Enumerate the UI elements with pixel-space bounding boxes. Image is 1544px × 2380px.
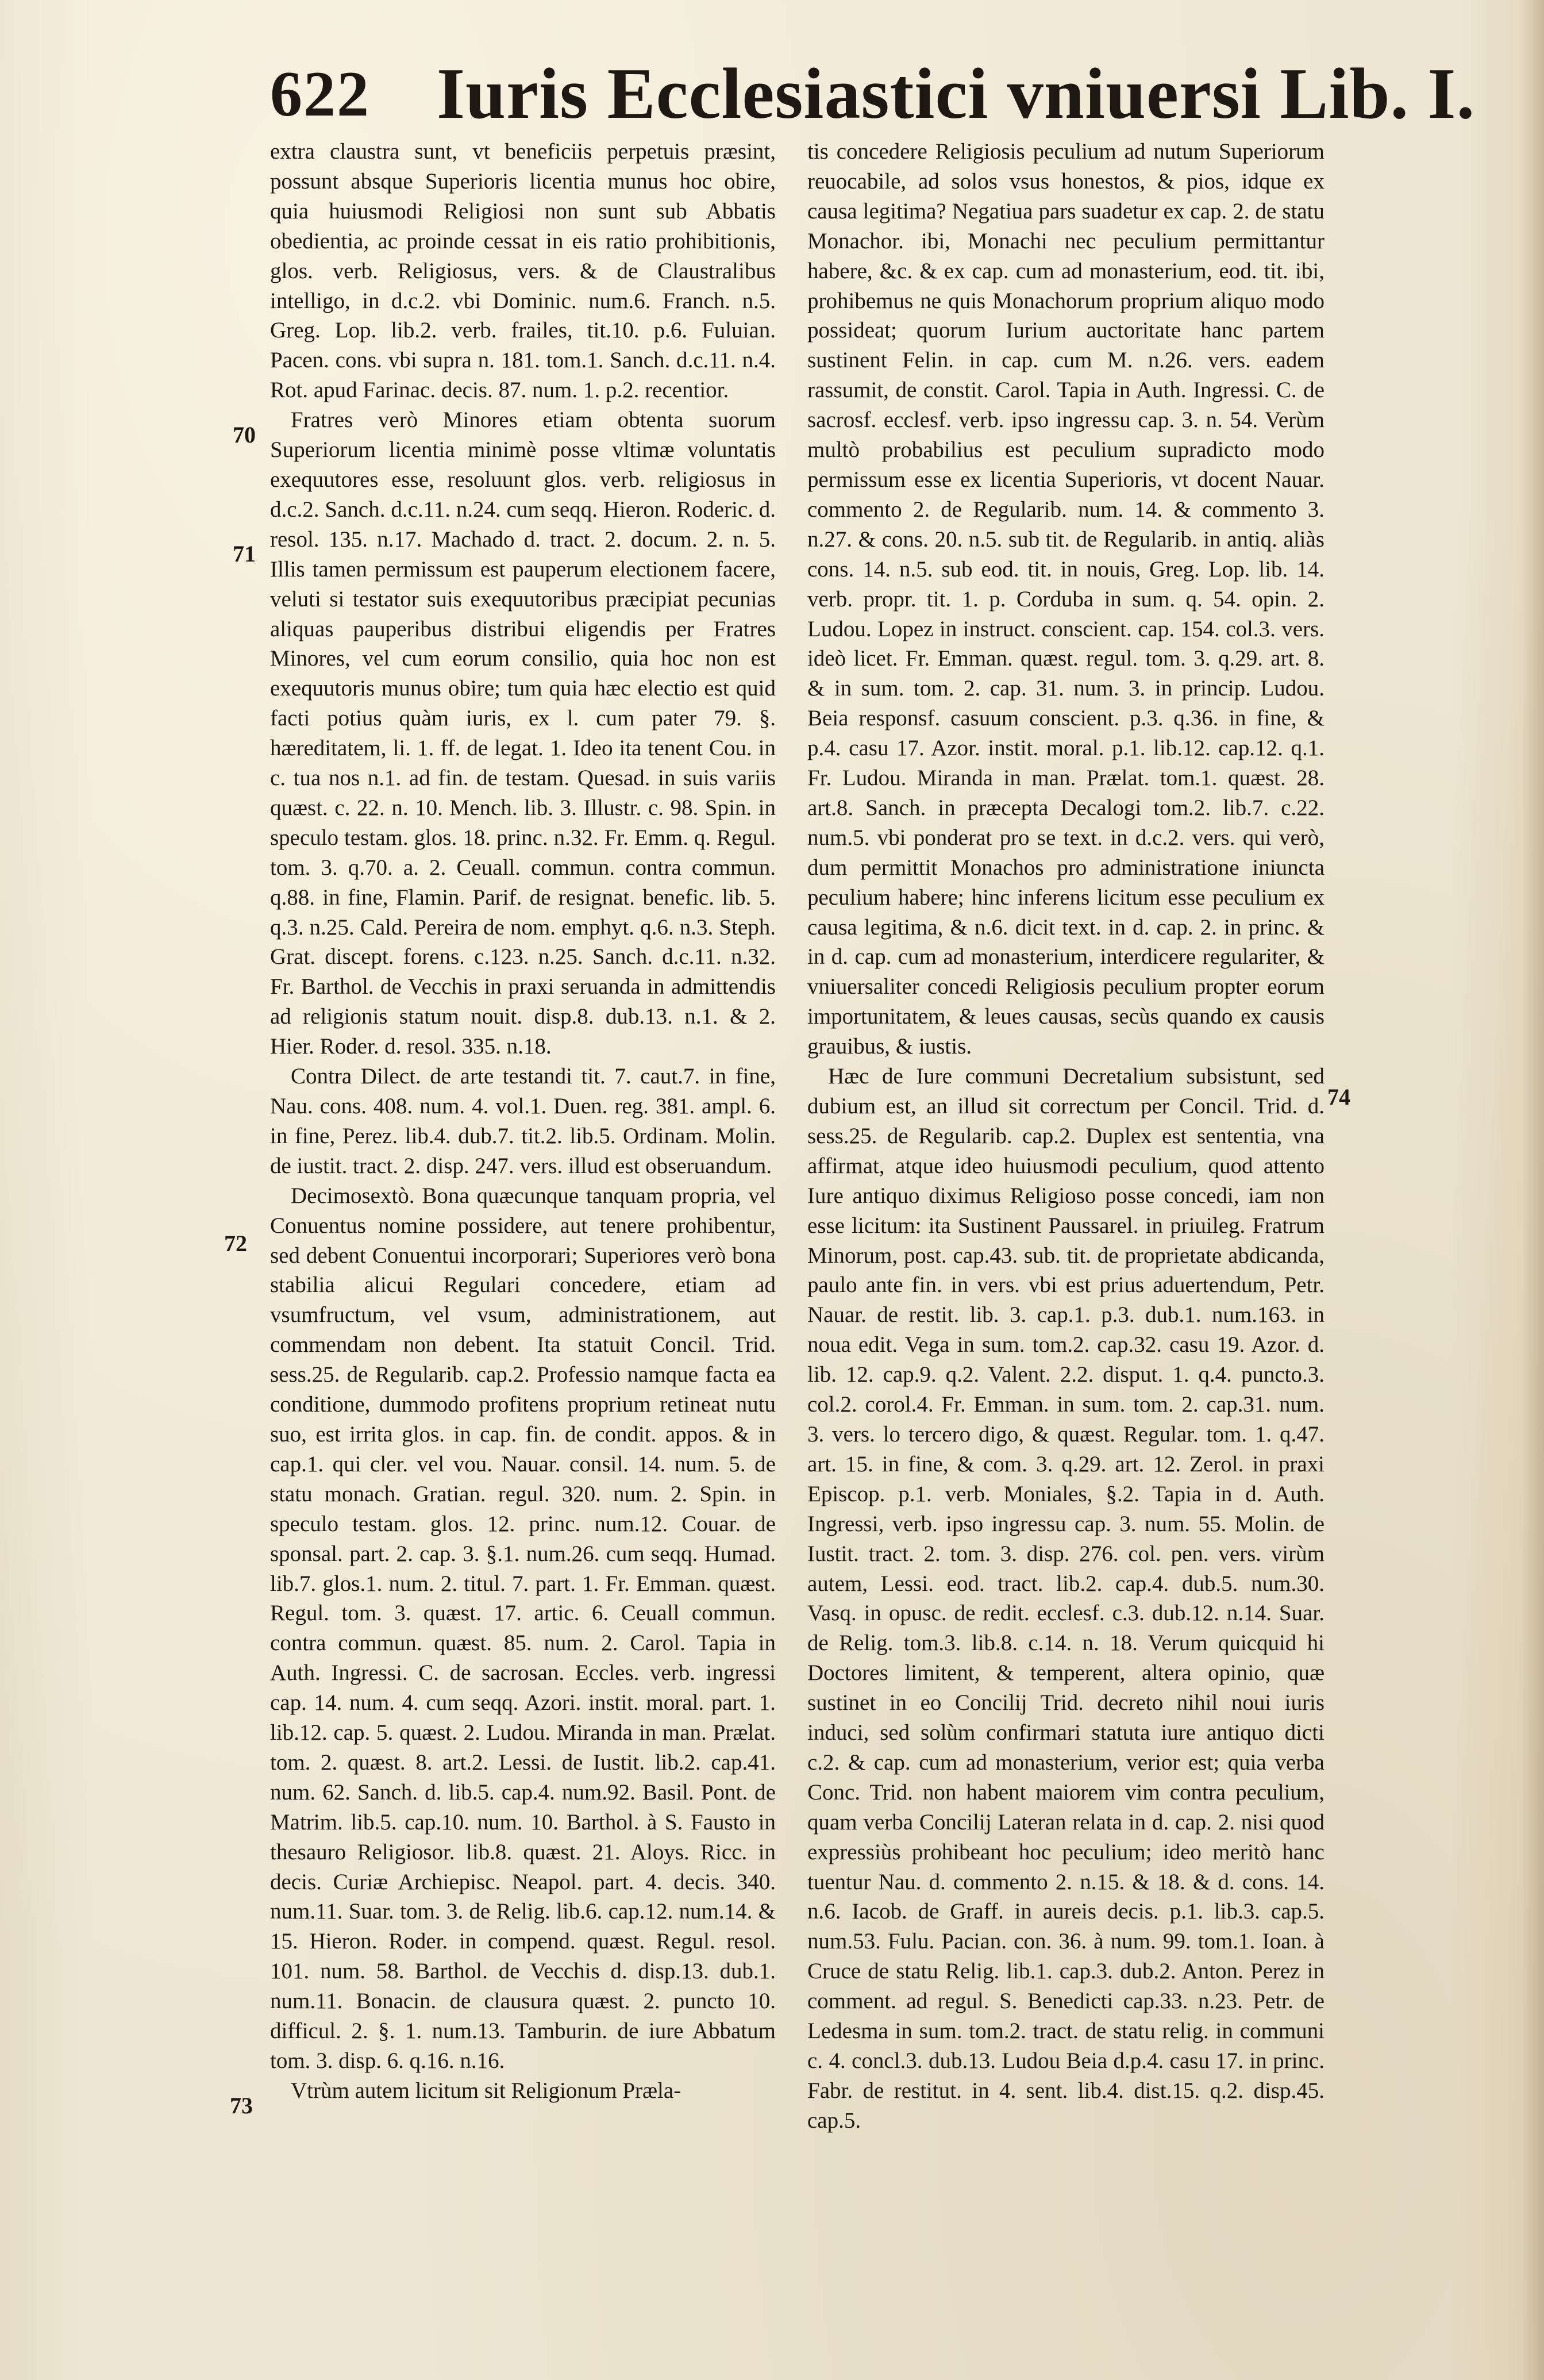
marginal-number-71: 71 [233, 541, 256, 567]
paragraph-74: Hæc de Iure communi Decretalium subsistunt, sed dubium est, an illud sit correctum per Concil. Trid. d. sess.25. de Regularib. cap.2. Duplex est sententia, vna affirmat, atque ideo huiusmodi peculium, quod attento Iure antiquo diximus Religioso posse concedi, iam non esse licitum: ita Sustinent Paussarel. in priuileg. Fratrum Minorum, post. cap.43. sub. tit. de proprietate abdicanda, paulo ante fin. in vers. vbi est prius aduertendum, Petr. Nauar. de restit. lib. 3. cap.1. p.3. dub.1. num.163. in noua edit. Vega in sum. tom.2. cap.32. casu 19. Azor. d. lib. 12. cap.9. q.2. Valent. 2.2. disput. 1. q.4. puncto.3. col.2. corol.4. Fr. Emman. in sum. tom. 2. cap.31. num. 3. vers. lo tercero digo, & quæst. Regular. tom. 1. q.47. art. 15. in fine, & com. 3. q.29. art. 12. Zerol. in praxi Episcop. p.1. verb. Moniales, §.2. Tapia in d. Auth. Ingressi, verb. ipso ingressu cap. 3. num. 55. Molin. de Iustit. tract. 2. tom. 3. disp. 276. col. pen. vers. virùm autem, Lessi. eod. tract. lib.2. cap.4. dub.5. num.30. Vasq. in opusc. de redit. ecclesf. c.3. dub.12. n.14. Suar. de Relig. tom.3. lib.8. c.14. n. 18. Verum quicquid hi Doctores limitent, & temperent, altera opinio, quæ sustinet in eo Concilij Trid. decreto nihil noui iuris induci, sed solùm confirmari statuta iure antiquo dicti c.2. & cap. cum ad monasterium, verior est; quia verba Conc. Trid. non habent maiorem vim contra peculium, quam verba Concilij Lateran relata in d. cap. 2. nisi quod expressiùs prohibeant hoc peculium; ideo meritò hanc tuentur Nau. d. commento 2. n.15. & 18. & d. cons. 14. n.6. Iacob. de Graff. in aureis decis. p.1. lib.3. cap.5. num.53. Fulu. Pacian. con. 36. à num. 99. tom.1. Ioan. à Cruce de statu Relig. lib.1. cap.3. dub.2. Anton. Perez in comment. ad regul. S. Benedicti cap.33. n.23. Petr. de Ledesma in sum. tom.2. tract. de statu relig. in communi c. 4. concl.3. dub.13. Ludou Beia d.p.4. casu 17. in princ. Fabr. de restitut. in 4. sent. lib.4. dist.15. q.2. disp.45. cap.5. [807, 1064, 1324, 2133]
paragraph-continued-right: tis concedere Religiosis peculium ad nutum Superiorum reuocabile, ad solos vsus honestos, & pios, idque ex causa legitima? Negatiua pars suadetur ex cap. 2. de statu Monachor. ibi, Monachi nec peculium permittantur habere, &c. & ex cap. cum ad monasterium, eod. tit. ibi, prohibemus ne quis Monachorum proprium aliquo modo possideat; quorum Iurium auctoritate hanc partem sustinent Felin. in cap. cum M. n.26. vers. eadem rassumit, de constit. Carol. Tapia in Auth. Ingressi. C. de sacrosf. ecclesf. verb. ipso ingressu cap. 3. n. 54. Verùm multò probabilius est peculium supradicto modo permissum esse ex licentia Superioris, vt docent Nauar. commento 2. de Regularib. num. 14. & commento 3. n.27. & cons. 20. n.5. sub tit. de Regularib. in antiq. aliàs cons. 14. n.5. sub eod. tit. in nouis, Greg. Lop. lib. 14. verb. propr. tit. 1. p. Corduba in sum. q. 54. opin. 2. Ludou. Lopez in instruct. conscient. cap. 154. col.3. vers. ideò licet. Fr. Emman. quæst. regul. tom. 3. q.29. art. 8. & in sum. tom. 2. cap. 31. num. 3. in princip. Ludou. Beia responsf. casuum conscient. p.3. q.36. in fine, & p.4. casu 17. Azor. instit. moral. p.1. lib.12. cap.12. q.1. Fr. Ludou. Miranda in man. Prælat. tom.1. quæst. 28. art.8. Sanch. in præcepta Decalogi tom.2. lib.7. c.22. num.5. vbi ponderat pro se text. in d.c.2. vers. qui verò, dum permittit Monachos pro administratione iniuncta peculium habere; hinc inferens licitum esse peculium ex causa legitima, & n.6. dicit text. in d. cap. 2. in princ. & in d. cap. cum ad monasterium, interdicere regulariter, & vniuersaliter concedi Religiosis peculium propter eorum importunitatem, & leues causas, secùs quando ex causis grauibus, & iustis. [807, 139, 1324, 1059]
marginal-number-72: 72 [224, 1231, 247, 1256]
paragraph-contra-dilect: Contra Dilect. de arte testandi tit. 7. caut.7. in fine, Nau. cons. 408. num. 4. vol.1. Duen. reg. 381. ampl. 6. in fine, Perez. lib.4. dub.7. tit.2. lib.5. Ordinam. Molin. de iustit. tract. 2. disp. 247. vers. illud est obseruandum. [270, 1064, 776, 1178]
paragraph-72: Decimosextò. Bona quæcunque tanquam propria, vel Conuentus nomine possidere, aut tenere prohibentur, sed debent Conuentui incorporari; Superiores verò bona stabilia alicui Regulari concedere, etiam ad vsumfructum, vel vsum, administrationem, aut commendam non debent. Ita statuit Concil. Trid. sess.25. de Regularib. cap.2. Professio namque facta ea conditione, dummodo profitens proprium retineat nutu suo, est irrita glos. in cap. fin. de condit. appos. & in cap.1. qui cler. vel vou. Nauar. consil. 14. num. 5. de statu monach. Gratian. regul. 320. num. 2. Spin. in speculo testam. glos. 12. princ. num.12. Couar. de sponsal. part. 2. cap. 3. §.1. num.26. cum seqq. Humad. lib.7. glos.1. num. 2. titul. 7. part. 1. Fr. Emman. quæst. Regul. tom. 3. quæst. 17. artic. 6. Ceuall commun. contra commun. quæst. 85. num. 2. Carol. Tapia in Auth. Ingressi. C. de sacrosan. Eccles. verb. ingressi cap. 14. num. 4. cum seqq. Azori. instit. moral. part. 1. lib.12. cap. 5. quæst. 2. Ludou. Miranda in man. Prælat. tom. 2. quæst. 8. art.2. Lessi. de Iustit. lib.2. cap.41. num. 62. Sanch. d. lib.5. cap.4. num.92. Basil. Pont. de Matrim. lib.5. cap.10. num. 10. Barthol. à S. Fausto in thesauro Religiosor. lib.8. quæst. 21. Aloys. Ricc. in decis. Curiæ Archiepisc. Neapol. part. 4. decis. 340. num.11. Suar. tom. 3. de Relig. lib.6. cap.12. num.14. & 15. Hieron. Roder. in compend. quæst. Regul. resol. 101. num. 58. Barthol. de Vecchis d. disp.13. dub.1. num.11. Bonacin. de clausura quæst. 2. puncto 10. difficul. 2. §. 1. num.13. Tamburin. de iure Abbatum tom. 3. disp. 6. q.16. n.16. [270, 1183, 776, 2073]
paragraph-continued: extra claustra sunt, vt beneficiis perpetuis præsint, possunt absque Superioris licentia munus hoc obire, quia huiusmodi Religiosi non sunt sub Abbatis obedientia, ac proinde cessat in eis ratio prohibitionis, glos. verb. Religiosus, vers. & de Claustralibus intelligo, in d.c.2. vbi Dominic. num.6. Franch. n.5. Greg. Lop. lib.2. verb. frailes, tit.10. p.6. Fuluian. Pacen. cons. vbi supra n. 181. tom.1. Sanch. d.c.11. n.4. Rot. apud Farinac. decis. 87. num. 1. p.2. recentior. [270, 139, 776, 403]
right-column [807, 137, 1324, 2136]
paragraph-70: Fratres verò Minores etiam obtenta suorum Superiorum licentia minimè posse vltimæ voluntatis exequutores esse, resoluunt glos. verb. religiosus in d.c.2. Sanch. d.c.11. n.24. cum seqq. Hieron. Roderic. d. resol. 135. n.17. Machado d. tract. 2. docum. 2. n. 5. Illis tamen permissum est pauperum electionem facere, veluti si testator suis exequutoribus præcipiat pecunias aliquas pauperibus distribui eligendis per Fratres Minores, vel cum eorum consilio, quia hoc non est exequutoris munus obire; tum quia hæc electio est quid facti potius quàm iuris, ex l. cum pater 79. §. hæreditatem, li. 1. ff. de legat. 1. Ideo ita tenent Cou. in c. tua nos n.1. ad fin. de testam. Quesad. in suis variis quæst. c. 22. n. 10. Mench. lib. 3. Illustr. c. 98. Spin. in speculo testam. glos. 18. princ. n.32. Fr. Emm. q. Regul. tom. 3. q.70. a. 2. Ceuall. commun. contra commun. q.88. in fine, Flamin. Parif. de resignat. benefic. lib. 5. q.3. n.25. Cald. Pereira de nom. emphyt. q.6. n.3. Steph. Grat. discept. forens. c.123. n.25. Sanch. d.c.11. n.32. Fr. Barthol. de Vecchis in praxi seruanda in admittendis ad religionis statum nouit. disp.8. dub.13. n.1. & 2. Hier. Roder. d. resol. 335. n.18. [270, 407, 776, 1059]
marginal-number-70: 70 [233, 422, 256, 448]
paragraph-73: Vtrùm autem licitum sit Religionum Præla- [291, 2078, 681, 2103]
marginal-number-73: 73 [230, 2093, 253, 2118]
marginal-number-74: 74 [1327, 1084, 1350, 1110]
page-header [270, 53, 1477, 139]
page-number: 622 [270, 59, 370, 130]
left-column [270, 137, 776, 2106]
running-title: Iuris Ecclesiastici vniuersi Lib. I. [437, 54, 1476, 134]
